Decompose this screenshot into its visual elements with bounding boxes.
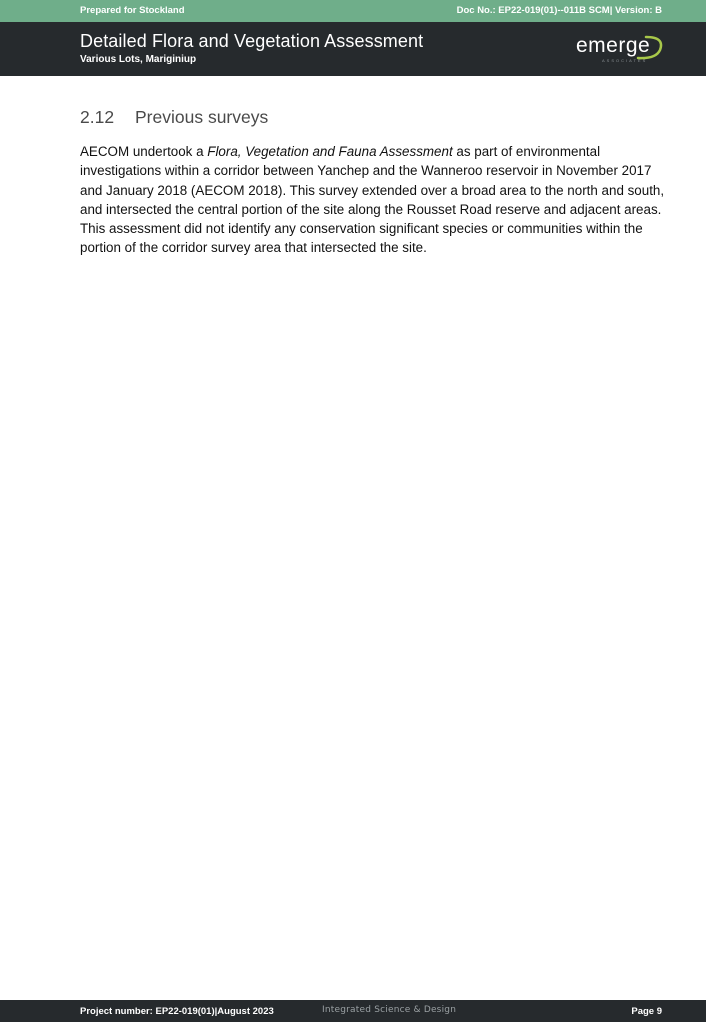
section-number: 2.12 — [80, 107, 115, 127]
document-header — [0, 22, 706, 76]
paragraph-italic-title: Flora, Vegetation and Fauna Assessment — [207, 144, 453, 159]
section-title: Previous surveys — [135, 107, 269, 127]
document-subtitle: Various Lots, Mariginiup — [80, 54, 197, 65]
logo-subtext: ASSOCIATES — [602, 58, 648, 63]
emerge-logo — [572, 30, 668, 68]
page-number: Page 9 — [631, 1006, 662, 1017]
paragraph-text-rest: as part of environmental investigations within a corridor between Yanchep and the Wanneroo reservoir in November 2017 and January 2018 (AECOM 2018). This survey extended over a broad area to the north and south, and intersected the central portion of the site along the Rousset Road reserve and adjacent areas. This assessment did not identify any conservation significant species or communities within the portion of the corridor survey area that intersected the site. — [80, 144, 665, 256]
document-title: Detailed Flora and Vegetation Assessment — [80, 31, 424, 51]
body-paragraph — [80, 142, 666, 258]
section-heading — [80, 107, 268, 128]
project-number-text: Project number: EP22-019(01)|August 2023 — [80, 1006, 274, 1017]
top-band — [0, 0, 706, 22]
paragraph-text-start: AECOM undertook a — [80, 144, 208, 159]
footer-tagline: Integrated Science & Design — [322, 1005, 457, 1015]
document-footer — [0, 1000, 706, 1022]
logo-wordmark: emerge — [576, 34, 651, 57]
doc-number-text: Doc No.: EP22-019(01)--011B SCM| Version: B — [456, 5, 662, 16]
prepared-for-text: Prepared for Stockland — [80, 5, 185, 16]
